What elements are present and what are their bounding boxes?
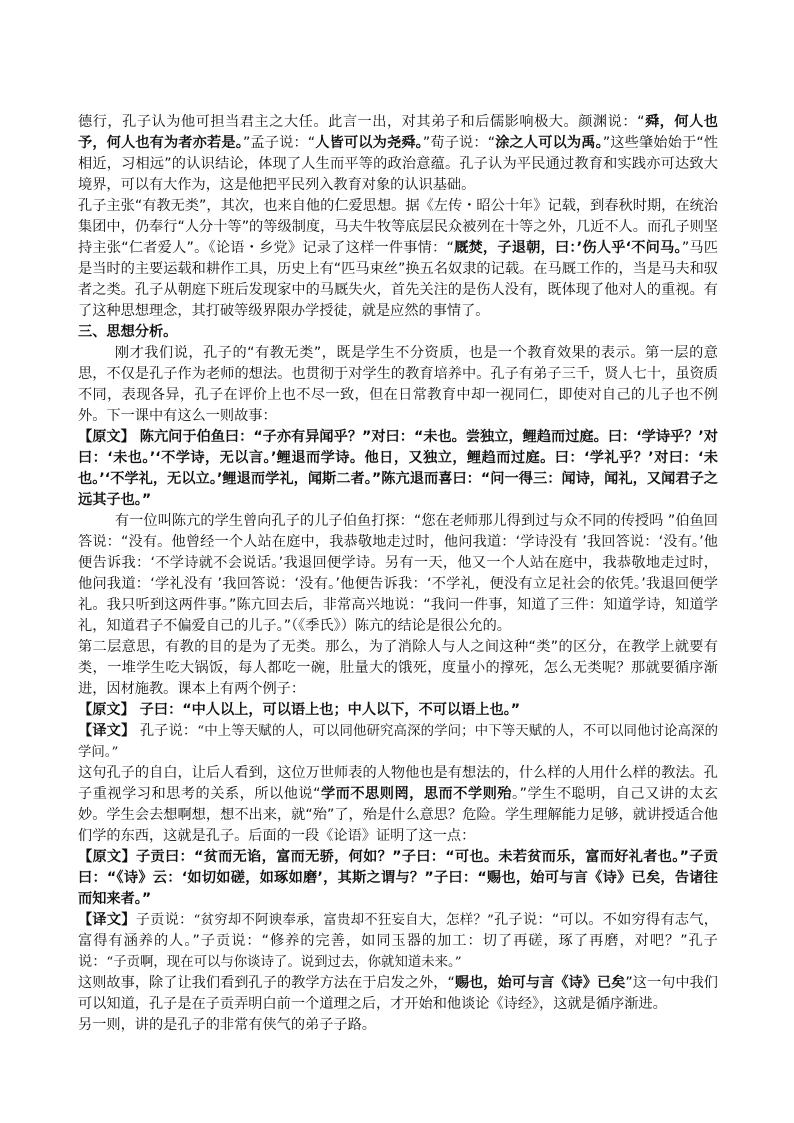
text-run: ”这些肇始始于“性相近，习相远”的认识结论，体现了人生而平等的政治意蕴。孔子认为平民通过教育和实践亦可达致大境界，可以有大作为，这是他把平民列入教育对象的认识基础。: [78, 135, 719, 193]
paragraph-next-story: 另一则，讲的是孔子的非常有侠气的弟子子路。: [78, 1017, 376, 1033]
original-text-2: [78, 700, 718, 721]
original-text-3: [78, 847, 718, 910]
quote-stable-fire: 厩焚，子退朝，曰：’伤人乎‘不问马。: [453, 240, 682, 256]
document-page: [78, 112, 718, 1036]
text-run: ”荀子说：“: [422, 135, 496, 151]
translation-3: [78, 910, 718, 973]
original-text-marker: 【原文】: [78, 702, 135, 718]
paragraph-story-conclusion: [78, 973, 718, 1015]
text-run: 德行，孔子认为他可担当君主之大任。此言一出，对其弟子和后儒影响极大。颜渊说：“: [78, 114, 645, 130]
paragraph-equality: [78, 112, 718, 196]
original-text-1: [78, 427, 718, 511]
text-run: ”孟子说：“: [242, 135, 316, 151]
text-run: 孔子主张“有教无类”，其次，也来自他的仁爱思想。据《左传・昭公十年》记载，到春秋时期，在统治集团中，仍奉行“人分十等”的等级制度，马夫牛牧等底层民众被列在十等之外，几近不人。而孔子则坚持主张“仁者爱人”。《论语・乡党》记录了这样一件事情：“: [78, 198, 718, 256]
text-run: 子贡说：: [135, 912, 194, 928]
text-run: 这则故事，除了让我们看到孔子的教学方法在于启发之外，“: [78, 975, 455, 991]
translation-body: “中上等天赋的人，可以同他研究高深的学问；中下等天赋的人，不可以同他讨论高深的学问。”: [78, 724, 718, 760]
text-run: ”马匹是当时的主要运载和耕作工具，历史上有“匹马束丝”换五名奴隶的记载。在马厩工作的，当是马夫和驭者之类。孔子从朝庭下班后发现家中的马厩失火，首先关注的是伤人没有，既体现了他对人的重视。有了这种思想理念，其打破等级界限办学授徒，就是应然的事情了。: [78, 240, 718, 319]
original-text-marker: 【原文】: [78, 429, 135, 445]
quote-mencius: 人皆可以为尧舜。: [315, 135, 423, 151]
quote-learning-thinking: 学而不思则罔，思而不学则殆: [320, 786, 513, 802]
translation-marker: 【译文】: [78, 912, 136, 928]
original-text-body: 子贡曰：“贫而无谄，富而无骄，何如？”子曰：“可也。未若贫而乐，富而好礼者也。”子贡曰：“《诗》云：‘如切如磋，如琢如磨’，其斯之谓与？”子曰：“赐也，始可与言《诗》已矣，告诸往而知来者。”: [78, 849, 718, 907]
paragraph-benevolence: [78, 196, 718, 322]
section-heading: 三、思想分析。: [78, 324, 178, 340]
text-run: 。”学生不聪明，自己又讲的太玄妙。学生会去想啊想，想不出来，就“殆”了，殆是什么意思？危险。学生理解能力足够，就讲授适合他们学的东西，这就是孔子。后面的一段《论语》证明了这一点：: [78, 786, 718, 844]
paragraph-method: [78, 763, 718, 847]
paragraph-chenkang: 有一位叫陈亢的学生曾向孔子的儿子伯鱼打探：“您在老师那儿得到过与众不同的传授吗 ”伯鱼回答说：“没有。他曾经一个人站在庭中，我恭敬地走过时，他问我道：‘学诗没有 ’我回答说：‘没有。’他便告诉我：‘不学诗就不会说话。’我退回便学诗。另有一天，他又一个人站在庭中，我恭敬地走过时，他问我道：‘学礼没有 ’我回答说：‘没有。’他便告诉我：‘不学礼，便没有立足社会的依凭。’我退回便学礼。我只听到这两件事。”陈亢回去后，非常高兴地说：“我问一件事，知道了三件：知道学诗，知道学礼，知道君子不偏爱自己的儿子。”（《季氏》）陈亢的结论是很公允的。: [78, 513, 718, 634]
quote-zigong: 赐也，始可与言《诗》已矣: [454, 975, 626, 991]
paragraph-second-layer: 第二层意思，有教的目的是为了无类。那么，为了消除人与人之间这种“类”的区分，在教学上就要有类，一堆学生吃大锅饭，每人都吃一碗，肚量大的饿死，度量小的撑死，怎么无类呢？那就要循序渐进，因材施教。课本上有两个例子：: [78, 639, 718, 697]
text-run: 孔子说：: [135, 723, 198, 739]
translation-2: [78, 721, 718, 763]
text-run: ”这一句中我们可以知道，孔子是在子贡弄明白前一个道理之后，才开始和他谈论《诗经》，这就是循序渐进。: [78, 975, 718, 1012]
quote-yanyuan: 舜，何人也予，何人也有为者亦若是。: [78, 114, 718, 151]
original-text-body: 陈亢问于伯鱼曰：“子亦有异闻乎？”对曰：“未也。尝独立，鲤趋而过庭。曰：‘学诗乎？’对曰：‘未也。’‘不学诗，无以言。’鲤退而学诗。他日，又独立，鲤趋而过庭。曰：‘学礼乎？’对曰：‘未也。’‘不学礼，无以立。’鲤退而学礼，闻斯二者。”陈亢退而喜曰：“问一得三：闻诗，闻礼，又闻君子之远其子也。”: [78, 429, 718, 508]
quote-xunzi: 涂之人可以为禹。: [495, 135, 603, 151]
original-text-body: 子曰：“中人以上，可以语上也；中人以下，不可以语上也。”: [134, 702, 521, 718]
translation-marker: 【译文】: [78, 723, 136, 739]
paragraph-analysis: 刚才我们说，孔子的“有教无类”，既是学生不分资质，也是一个教育效果的表示。第一层的意思，不仅是孔子作为老师的想法。也贯彻于对学生的教育培养中。孔子有弟子三千，贤人七十，虽资质不同，表现各异，孔子在评价上也不尽一致，但在日常教育中却一视同仁，即使对自己的儿子也不例外。下一课中有这么一则故事：: [78, 345, 718, 424]
translation-body: “贫穷却不阿谀奉承，富贵却不狂妄自大，怎样？”: [193, 913, 494, 928]
text-run: 这句孔子的自白，让后人看到，这位万世师表的人物他也是有想法的，什么样的人用什么样的教法。孔子重视学习和思考的关系，所以他说“: [78, 765, 718, 802]
translation-body: “子贡啊，现在可以与你谈诗了。说到过去，你就知道未来。”: [106, 955, 462, 970]
text-run: 孔子说：“可以。不如穷得有志气，富得有涵养的人。”子贡说：“修养的完善，如同玉器的加工：切了再磋，琢了再磨，对吧？”孔子说：: [78, 912, 718, 970]
original-text-marker: 【原文】: [78, 849, 136, 865]
